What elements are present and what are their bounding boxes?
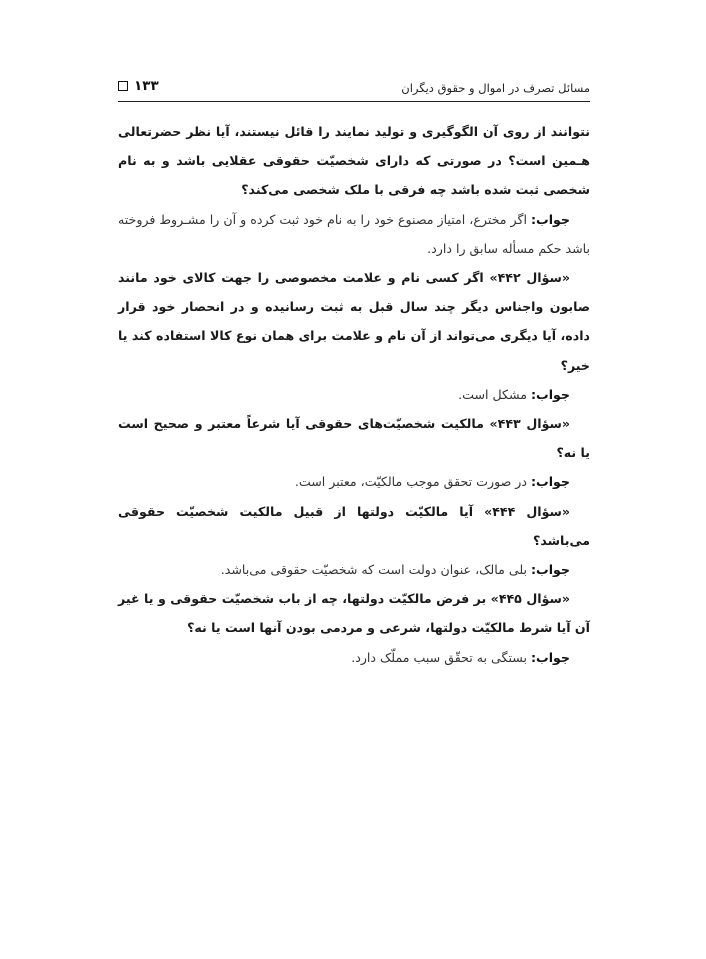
answer-442	[118, 380, 590, 409]
answer-445-text: بستگی به تحقّق سبب مملّک دارد.	[351, 649, 527, 665]
answer-443-text: در صورت تحقق موجب مالکیّت، معتبر است.	[294, 474, 527, 490]
question-442-label: «سؤال ۴۴۲»	[489, 270, 571, 286]
answer-445	[118, 643, 590, 672]
answer-442-text: مشکل است.	[458, 386, 527, 402]
question-continuation-text: نتوانند از روی آن الگوگیری و تولید نمایند را قائل نیستند، آیا نظر حضرتعالی هـمین است؟ در صورتی که دارای شخصیّت حقوقی عقلایی باشد و به نام شخصی ثبت شده باشد چه فرقی با ملک شخصی می‌کند؟	[118, 124, 590, 198]
question-442	[118, 263, 590, 380]
answer-label: جواب:	[531, 649, 570, 665]
answer-444-text: بلی مالک، عنوان دولت است که شخصیّت حقوقی می‌باشد.	[220, 562, 527, 578]
answer-441	[118, 205, 590, 263]
answer-label: جواب:	[531, 211, 570, 227]
running-title: مسائل تصرف در اموال و حقوق دیگران	[401, 81, 590, 95]
answer-label: جواب:	[531, 562, 570, 578]
question-442-text: اگر کسی نام و علامت مخصوصی را جهت کالای خود مانند صابون واجناس دیگر چند سال قبل به ثبت رسانیده و در انحصار خود قرار داده، آیا دیگری می‌تواند از آن نام و علامت برای همان نوع کالا استفاده کند یا خیر؟	[118, 270, 590, 373]
page-number: ۱۳۳	[134, 78, 159, 94]
answer-label: جواب:	[531, 386, 570, 402]
question-continuation	[118, 117, 590, 205]
question-445-text: بر فرض مالکیّت دولتها، چه از باب شخصیّت حقوقی و یا غیر آن آیا شرط مالکیّت دولتها، شرعی و مردمی بودن آنها است یا نه؟	[118, 591, 590, 636]
square-ornament-icon	[118, 81, 128, 91]
question-443-label: «سؤال ۴۴۳»	[489, 416, 570, 432]
page-header	[118, 78, 590, 100]
header-divider	[118, 101, 590, 102]
question-445-label: «سؤال ۴۴۵»	[490, 591, 570, 607]
page-body	[118, 117, 590, 672]
answer-443	[118, 467, 590, 496]
question-443	[118, 409, 590, 467]
question-443-text: مالکیت شخصیّت‌های حقوقی آیا شرعاً معتبر و صحیح است یا نه؟	[118, 416, 590, 461]
answer-444	[118, 555, 590, 584]
question-444-text: آیا مالکیّت دولتها از قبیل مالکیت شخصیّت حقوقی می‌باشد؟	[118, 503, 590, 548]
page-number-group	[118, 78, 159, 94]
answer-label: جواب:	[531, 474, 570, 490]
question-445	[118, 584, 590, 642]
question-444-label: «سؤال ۴۴۴»	[484, 503, 570, 519]
question-444	[118, 497, 590, 555]
answer-441-text: اگر مخترع، امتیاز مصنوع خود را به نام خود ثبت کرده و آن را مشـروط فروخته باشد حکم مسأله سابق را دارد.	[118, 211, 590, 256]
